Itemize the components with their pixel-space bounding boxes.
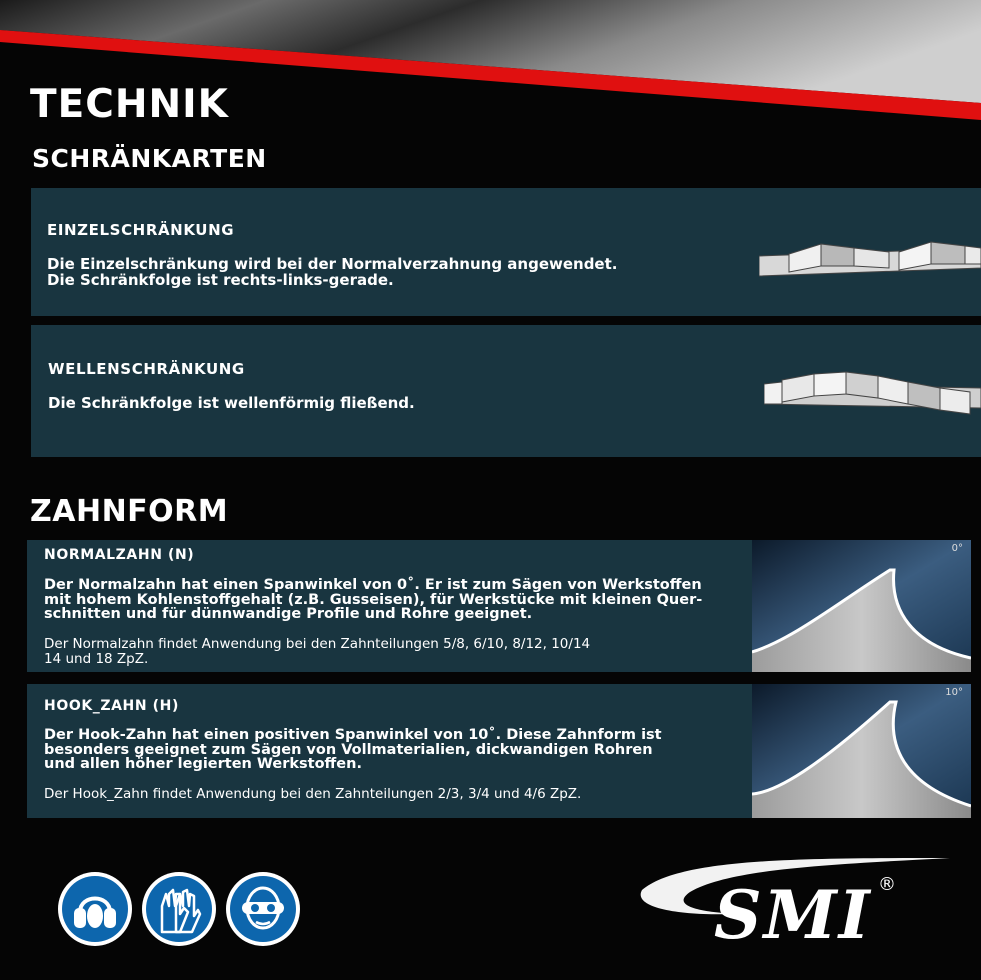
wave-set-blade-illustration (764, 370, 981, 420)
tooth-panel-normal (27, 540, 971, 672)
gloves-icon (142, 872, 216, 946)
set-panel-wave (31, 325, 981, 457)
tooth-normal-title: NORMALZAHN (N) (44, 547, 195, 563)
safety-goggles-icon (226, 872, 300, 946)
tooth-panel-hook (27, 684, 971, 818)
ear-protection-icon (58, 872, 132, 946)
rake-angle-label: 10° (945, 687, 963, 698)
normal-tooth-illustration (752, 540, 971, 672)
registered-mark: ® (878, 874, 896, 895)
tooth-normal-text: Der Normalzahn hat einen Spanwinkel von 0˚. Er ist zum Sägen von Werkstoffen mit hohem Kohlenstoffgehalt (z.B. Gusseisen), für Werkstücke mit kleinen Quer- schnitten und für dünnwandige Profile und Rohre geeignet. (44, 577, 703, 622)
set-section-title: SCHRÄNKARTEN (32, 144, 267, 173)
rake-angle-label: 0° (951, 543, 963, 554)
hook-tooth-illustration (752, 684, 971, 818)
tooth-section-title: ZAHNFORM (30, 494, 229, 529)
tooth-hook-title: HOOK_ZAHN (H) (44, 698, 179, 714)
smi-logo (640, 850, 960, 950)
tooth-normal-note: Der Normalzahn findet Anwendung bei den Zahnteilungen 5/8, 6/10, 8/12, 10/14 14 und 18 ZpZ. (44, 636, 591, 667)
logo-text: SMI (714, 876, 872, 950)
tooth-hook-note: Der Hook_Zahn findet Anwendung bei den Zahnteilungen 2/3, 3/4 und 4/6 ZpZ. (44, 786, 582, 802)
single-set-blade-illustration (759, 238, 981, 284)
set-panel-single (31, 188, 981, 316)
set-single-text: Die Einzelschränkung wird bei der Normalverzahnung angewendet. Die Schränkfolge ist rechts-links-gerade. (47, 255, 618, 289)
tooth-hook-text: Der Hook-Zahn hat einen positiven Spanwinkel von 10˚. Diese Zahnform ist besonders geeignet zum Sägen von Vollmaterialien, dickwandigen Rohren und allen höher legierten Werkstoffen. (44, 727, 662, 772)
set-wave-text: Die Schränkfolge ist wellenförmig fließend. (48, 394, 415, 412)
set-wave-title: WELLENSCHRÄNKUNG (48, 360, 245, 378)
page-title: TECHNIK (30, 82, 229, 127)
set-single-title: EINZELSCHRÄNKUNG (47, 221, 235, 239)
